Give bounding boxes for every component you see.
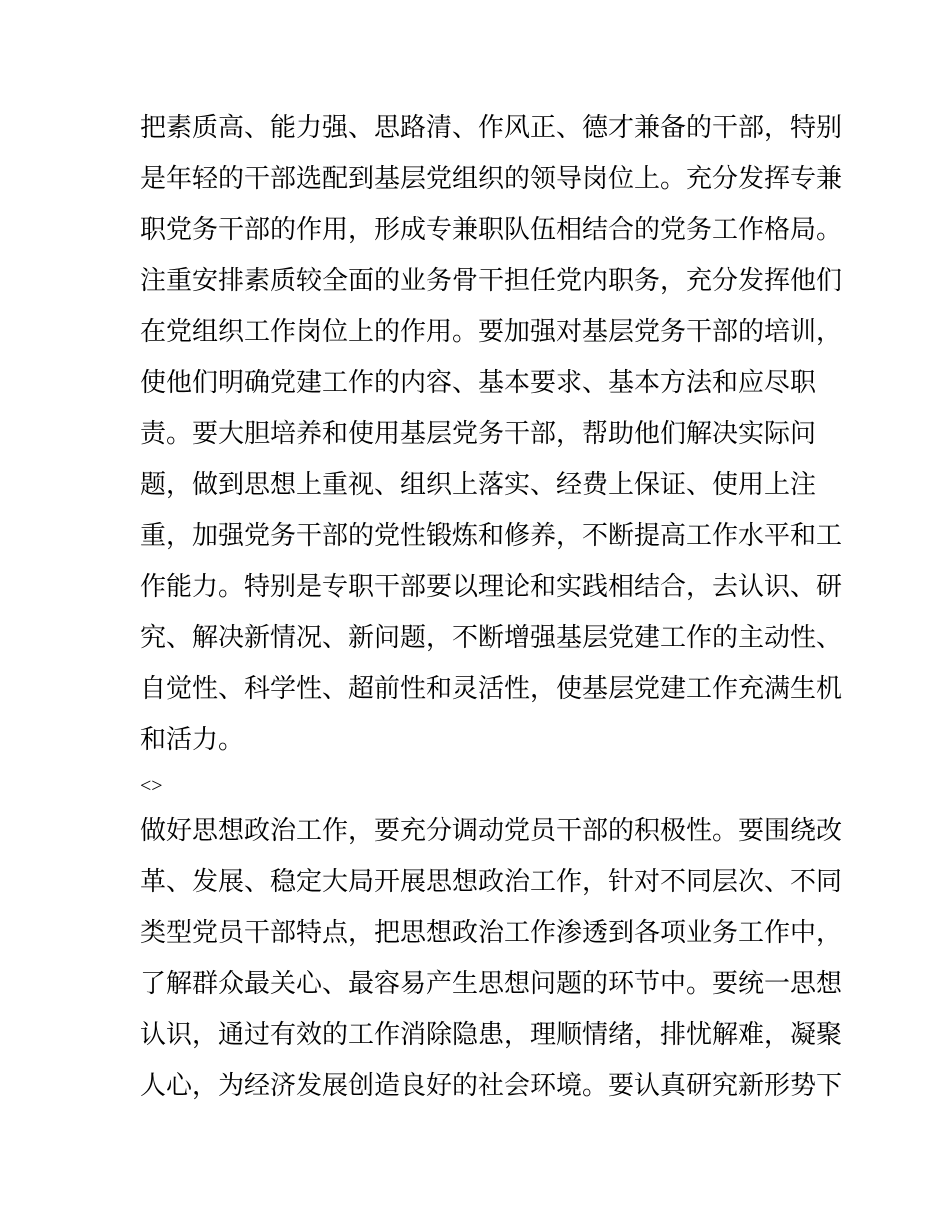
section-separator: <>: [140, 775, 163, 797]
text-line: 革、发展、稳定大局开展思想政治工作，针对不同层次、不同: [140, 867, 843, 897]
text-line: 做好思想政治工作，要充分调动党员干部的积极性。要围绕改: [140, 816, 843, 846]
text-line: 人心，为经济发展创造良好的社会环境。要认真研究新形势下: [140, 1071, 843, 1101]
text-line: 作能力。特别是专职干部要以理论和实践相结合，去认识、研: [140, 572, 843, 602]
text-line: 使他们明确党建工作的内容、基本要求、基本方法和应尽职: [140, 368, 817, 398]
text-line: 职党务干部的作用，形成专兼职队伍相结合的党务工作格局。: [140, 215, 843, 245]
text-line: 究、解决新情况、新问题，不断增强基层党建工作的主动性、: [140, 623, 843, 653]
text-line: 注重安排素质较全面的业务骨干担任党内职务，充分发挥他们: [140, 266, 843, 296]
text-line: 题，做到思想上重视、组织上落实、经费上保证、使用上注: [140, 470, 817, 500]
text-line: 责。要大胆培养和使用基层党务干部，帮助他们解决实际问: [140, 419, 817, 449]
text-line: 和活力。: [140, 725, 245, 755]
text-line: 了解群众最关心、最容易产生思想问题的环节中。要统一思想: [140, 969, 843, 999]
text-line: 自觉性、科学性、超前性和灵活性，使基层党建工作充满生机: [140, 674, 843, 704]
text-line: 重，加强党务干部的党性锻炼和修养，不断提高工作水平和工: [140, 521, 843, 551]
text-line: 认识，通过有效的工作消除隐患，理顺情绪，排忧解难，凝聚: [140, 1020, 843, 1050]
text-line: 在党组织工作岗位上的作用。要加强对基层党务干部的培训，: [140, 317, 843, 347]
text-line: 类型党员干部特点，把思想政治工作渗透到各项业务工作中，: [140, 918, 843, 948]
text-line: 是年轻的干部选配到基层党组织的领导岗位上。充分发挥专兼: [140, 164, 843, 194]
text-line: 把素质高、能力强、思路清、作风正、德才兼备的干部，特别: [140, 113, 843, 143]
